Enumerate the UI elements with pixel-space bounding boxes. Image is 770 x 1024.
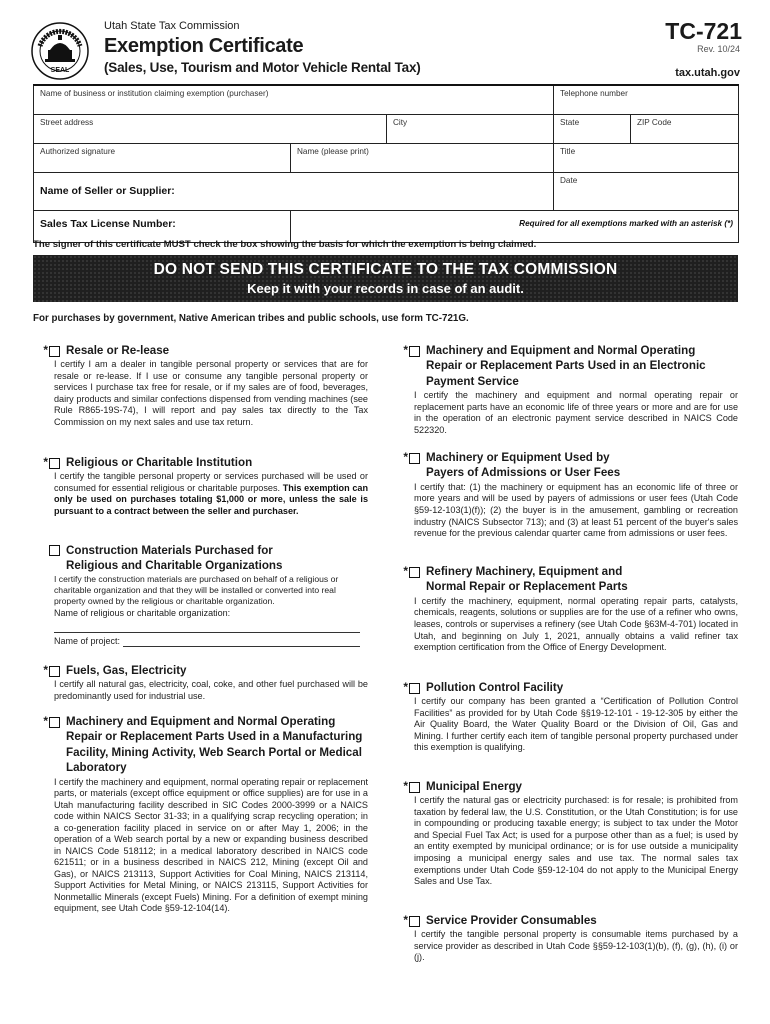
required-asterisk: * (403, 564, 408, 578)
municipal-energy-body: I certify the natural gas or electricity purchased: is for resale; is prohibited from taxation by federal law, the U.S. Constitution, or the Utah Constitution; is for use in compounding or producing taxable energy; is subject to tax under the Motor and Special Fuel Tax Act; is used for a purpose other than as a fuel; is used by an entity exempted by municipal ordinance; or is for use outside a municipality imposing a municipal energy sales and use tax. The normal sales tax exemptions under Utah Code §59-12-104 do not apply to the Municipal Energy Sales and Use Tax. (414, 795, 738, 887)
fuels-body: I certify all natural gas, electricity, coal, coke, and other fuel purchased will be predominantly used for industrial use. (54, 679, 368, 701)
manufacturing-title-4: Laboratory (66, 761, 127, 775)
manufacturing-body: I certify the machinery and equipment, normal operating repair or replacement parts, or materials (except office equipment or office supplies) are for use in a Utah manufacturing facility described in SIC Codes 2000-3999 or a NAICS code within NAICS Sector 31-33; in a qualifying scrap recycling operation; in a co-generation facility placed in service on or after May 1, 2006; in the operation of a Web search portal by a new or expanding business described in NAICS Code 518112; in a medical laboratory described in NAICS code 621511; or in a business described in NAICS 212, Mining (except Oil and Gas), or NAICS 213113, Support Activities for Coal Mining, NAICS 213114, Support Activities for Metal Mining, or NAICS 213115, Support Activities for Nonmetallic Minerals (except Fuels) Mining. For a definition of exempt mining equipment, see Utah Code §59-12-104(14). (54, 776, 368, 914)
pollution-title: Pollution Control Facility (426, 681, 564, 694)
agency-name: Utah State Tax Commission (104, 20, 240, 32)
required-note: Required for all exemptions marked with an asterisk (*) (291, 211, 739, 243)
purchaser-name-field[interactable]: Name of business or institution claiming exemption (purchaser) (34, 85, 554, 115)
exemption-electronic-payment (390, 343, 738, 437)
manufacturing-title-3: Facility, Mining Activity, Web Search Portal or Medical (66, 745, 362, 759)
religious-limit-note: This exemption can only be used on purchases totaling $1,000 or more, unless the sale is pursuant to a contract between the seller and purchaser. (54, 482, 369, 516)
service-provider-checkbox[interactable] (409, 916, 420, 927)
required-asterisk: * (43, 714, 48, 728)
title-field[interactable]: Title (554, 144, 739, 173)
fuels-checkbox[interactable] (49, 666, 60, 677)
exemption-manufacturing (30, 714, 368, 915)
religious-checkbox[interactable] (49, 458, 60, 469)
fuels-title: Fuels, Gas, Electricity (66, 664, 187, 677)
refinery-title-2: Normal Repair or Replacement Parts (426, 580, 628, 594)
admissions-body: I certify that: (1) the machinery or equipment has an economic life of three or more years and will be used by payers of admissions or user fees (Utah Code §59-12-103(1)(f)); (2) the buyer is in the amusement, gambling or recreation industry (NAICS Subsector 713); and (3) at least 51 percent of the buyer's sales revenue for the previous calendar quarter came from admissions or user fees. (414, 481, 738, 539)
construction-body: I certify the construction materials are purchased on behalf of a religious or charitable organization and that they will be installed or converted into real property owned by the religious or charitable organization. (54, 574, 339, 607)
state-seal-logo (31, 22, 89, 80)
resale-title: Resale or Re-lease (66, 344, 170, 357)
street-address-field[interactable]: Street address (34, 115, 387, 144)
exemption-fuels (30, 663, 368, 702)
form-number: TC-721 (665, 18, 742, 44)
electronic-payment-title: Machinery and Equipment and Normal Operating (426, 344, 696, 357)
electronic-payment-body: I certify the machinery and equipment and normal operating repair or replacement parts have an economic life of three years or more and are for use in the operation of an electronic payment service described in NAICS Code 522320. (414, 390, 738, 435)
manufacturing-checkbox[interactable] (49, 717, 60, 728)
exemption-resale (30, 343, 368, 429)
exemption-municipal-energy (390, 779, 738, 888)
electronic-payment-title-2: Repair or Replacement Parts Used in an Electronic (426, 359, 706, 373)
refinery-body: I certify the machinery, equipment, normal operating repair parts, catalysts, chemicals, reagents, solutions or supplies are for the use of a refiner who owns, leases, controls or supervises a refinery (see Utah Code §63M-4-701) located in Utah, and beginning on July 1, 2021, annually obtains a valid refiner tax exemption certification from the Office of Energy Development. (414, 595, 738, 653)
required-asterisk: * (43, 663, 48, 677)
required-asterisk: * (403, 343, 408, 357)
print-name-field[interactable]: Name (please print) (291, 144, 554, 173)
resale-checkbox[interactable] (49, 346, 60, 357)
pollution-body: I certify our company has been granted a “Certification of Pollution Control Facilities” as provided for by Utah Code §§19-12-101 - 19-12-305 by either the Air Quality Board, the Water Quality Board or the Division of Oil, Gas and Mining. I further certify each item of tangible personal property purchased under this exemption is qualifying. (414, 696, 738, 753)
sales-tax-license-field[interactable]: Sales Tax License Number: (34, 211, 291, 243)
purchaser-info-table (33, 84, 739, 243)
exemption-religious (30, 455, 368, 517)
signer-instruction: The signer of this certificate MUST check the box showing the basis for which the exemption is being claimed. (33, 239, 537, 250)
municipal-energy-checkbox[interactable] (409, 782, 420, 793)
service-provider-body: I certify the tangible personal property is consumable items purchased by a service provider as described in Utah Code §§59-12-103(1)(b), (f), (g), (h), (i) or (j). (414, 929, 738, 963)
city-field[interactable]: City (387, 115, 554, 144)
project-name-input[interactable] (123, 637, 360, 647)
required-asterisk: * (403, 913, 408, 927)
org-name-label: Name of religious or charitable organization: (54, 607, 231, 618)
resale-body: I certify I am a dealer in tangible personal property or services that are for resale or re-lease. If I use or consume any tangible personal property or services I purchase tax free for resale, or if my sales are of food, beverages, dairy products and similar confections dispensed from vending machines (see Rule R865-19S-74), I will report and pay sales tax directly to the Tax Commission on my next sales and use tax return. (54, 359, 368, 427)
admissions-title: Machinery or Equipment Used by (426, 451, 610, 464)
authorized-signature-field[interactable]: Authorized signature (34, 144, 291, 173)
required-asterisk: * (43, 455, 48, 469)
construction-checkbox[interactable] (49, 545, 60, 556)
required-asterisk: * (403, 680, 408, 694)
org-name-input[interactable] (54, 621, 360, 633)
manufacturing-title-2: Repair or Replacement Parts Used in a Manufacturing (66, 730, 363, 744)
construction-title: Construction Materials Purchased for (66, 544, 273, 557)
admissions-checkbox[interactable] (409, 453, 420, 464)
government-note: For purchases by government, Native American tribes and public schools, use form TC-721G. (33, 313, 469, 324)
date-field[interactable]: Date (554, 173, 739, 211)
manufacturing-title: Machinery and Equipment and Normal Operating (66, 715, 336, 728)
required-asterisk: * (403, 779, 408, 793)
seller-name-field[interactable]: Name of Seller or Supplier: (34, 173, 554, 211)
refinery-checkbox[interactable] (409, 567, 420, 578)
form-subtitle: (Sales, Use, Tourism and Motor Vehicle Rental Tax) (104, 60, 421, 75)
electronic-payment-checkbox[interactable] (409, 346, 420, 357)
service-provider-title: Service Provider Consumables (426, 914, 597, 927)
exemption-service-provider (390, 913, 738, 964)
electronic-payment-title-3: Payment Service (426, 374, 519, 388)
exemption-admissions (390, 450, 738, 540)
pollution-checkbox[interactable] (409, 683, 420, 694)
form-title: Exemption Certificate (104, 35, 304, 57)
website-link[interactable]: tax.utah.gov (675, 67, 740, 79)
seal-text: SEAL (50, 67, 70, 74)
municipal-energy-title: Municipal Energy (426, 780, 522, 793)
warning-banner (33, 255, 738, 302)
revision-date: Rev. 10/24 (697, 44, 740, 54)
project-name-label: Name of project: (54, 635, 121, 646)
state-field[interactable]: State (554, 115, 631, 144)
refinery-title: Refinery Machinery, Equipment and (426, 565, 623, 578)
religious-body: I certify the tangible personal property or services purchased will be used or consumed for essential religious or charitable purposes. (54, 471, 368, 493)
religious-title: Religious or Charitable Institution (66, 456, 253, 469)
exemption-refinery (390, 564, 738, 654)
banner-sub-text: Keep it with your records in case of an audit. (247, 281, 524, 296)
telephone-field[interactable]: Telephone number (554, 85, 739, 115)
required-asterisk: * (43, 343, 48, 357)
required-asterisk: * (403, 450, 408, 464)
exemption-pollution (390, 680, 738, 754)
banner-main-text: DO NOT SEND THIS CERTIFICATE TO THE TAX COMMISSION (153, 261, 618, 278)
admissions-title-2: Payers of Admissions or User Fees (426, 466, 621, 480)
exemption-construction (30, 543, 368, 647)
construction-title-2: Religious and Charitable Organizations (66, 559, 283, 572)
zip-code-field[interactable]: ZIP Code (631, 115, 739, 144)
